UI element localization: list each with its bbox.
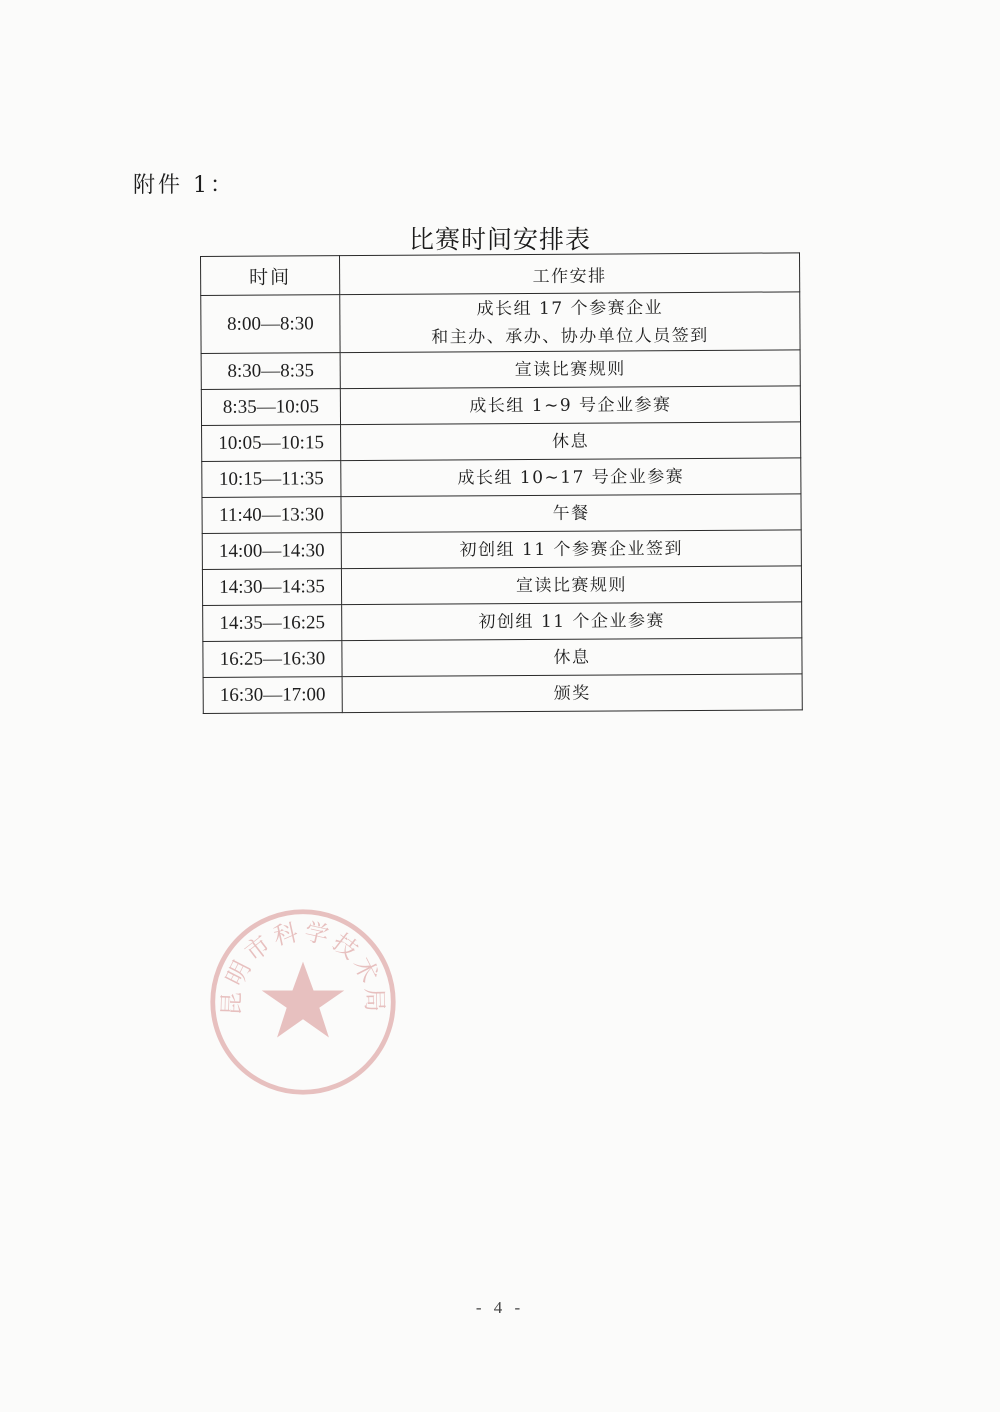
task-line: 颁奖 xyxy=(553,683,591,704)
table-row xyxy=(201,292,800,354)
document-title: 比赛时间安排表 xyxy=(408,225,591,254)
task-line: 宣读比赛规则 xyxy=(515,574,628,596)
row-task xyxy=(341,494,801,533)
row-time: 16:30—17:00 xyxy=(203,677,342,714)
row-task xyxy=(342,602,802,641)
task-line: 休息 xyxy=(552,431,590,452)
attachment-label: 附件 1： xyxy=(133,173,235,198)
task-line: 休息 xyxy=(553,647,591,668)
row-task xyxy=(340,350,800,389)
row-time: 14:30—14:35 xyxy=(202,569,341,606)
row-time: 10:15—11:35 xyxy=(202,461,341,498)
row-task xyxy=(340,386,800,425)
page-number: - 4 - xyxy=(475,1298,525,1317)
row-task xyxy=(342,674,802,713)
header-time: 时间 xyxy=(201,256,340,296)
task-line: 初创组 11 个参赛企业签到 xyxy=(459,538,684,560)
table-row xyxy=(202,566,801,606)
table-row xyxy=(203,674,802,714)
seal-text: 昆明市科学技术局 xyxy=(217,917,389,1017)
row-task xyxy=(340,292,800,353)
row-time: 8:35—10:05 xyxy=(201,389,340,426)
row-task xyxy=(342,638,802,677)
table-row xyxy=(203,638,802,678)
row-time: 8:30—8:35 xyxy=(201,353,340,390)
row-time: 16:25—16:30 xyxy=(203,641,342,678)
table-row xyxy=(202,458,801,498)
task-line: 初创组 11 个企业参赛 xyxy=(478,610,666,632)
task-line: 成长组 10~17 号企业参赛 xyxy=(457,466,685,488)
task-line: 成长组 17 个参赛企业 xyxy=(476,297,664,319)
table-row xyxy=(202,422,801,462)
task-line: 宣读比赛规则 xyxy=(514,358,626,380)
row-time: 14:00—14:30 xyxy=(202,533,341,570)
official-seal xyxy=(207,906,399,1098)
table-header-row xyxy=(201,253,800,296)
row-task xyxy=(341,422,801,461)
row-time: 8:00—8:30 xyxy=(201,295,340,354)
header-task: 工作安排 xyxy=(340,253,800,295)
table-row xyxy=(202,530,801,570)
row-task xyxy=(341,566,801,605)
table-row xyxy=(201,350,800,390)
row-time: 14:35—16:25 xyxy=(203,605,342,642)
table-row xyxy=(203,602,802,642)
table-row xyxy=(201,386,800,426)
task-line: 成长组 1~9 号企业参赛 xyxy=(469,394,672,416)
seal-star-icon xyxy=(262,962,345,1038)
row-time: 10:05—10:15 xyxy=(202,425,341,462)
row-task xyxy=(341,458,801,497)
table-row xyxy=(202,494,801,534)
task-line: 和主办、承办、协办单位人员签到 xyxy=(431,325,709,348)
row-task xyxy=(341,530,801,569)
schedule-table xyxy=(200,252,803,714)
row-time: 11:40—13:30 xyxy=(202,497,341,534)
task-line: 午餐 xyxy=(552,503,590,524)
